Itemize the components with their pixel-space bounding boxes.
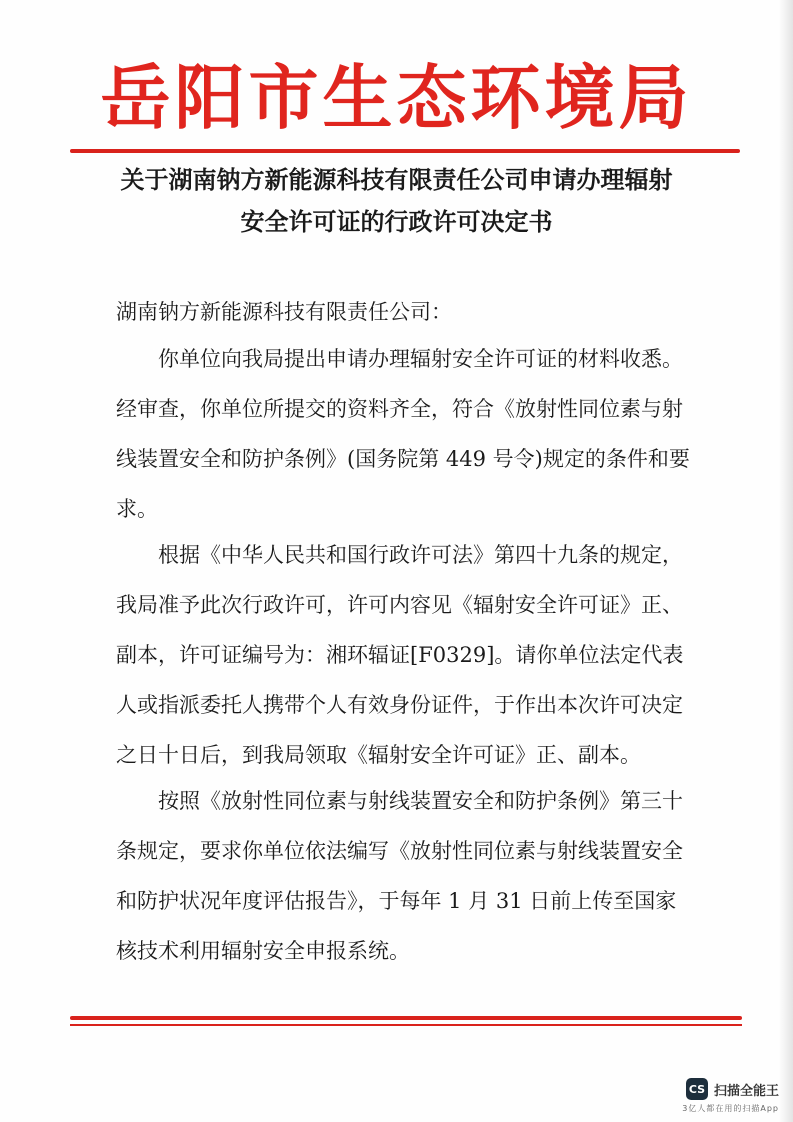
paragraph-line: 人或指派委托人携带个人有效身份证件，于作出本次许可决定	[116, 693, 683, 717]
watermark-app-name: 扫描全能王	[713, 1083, 779, 1099]
watermark-brand-row	[682, 1078, 779, 1100]
paragraph-3	[116, 776, 716, 976]
paragraph-line: 根据《中华人民共和国行政许可法》第四十九条的规定，	[116, 543, 683, 567]
document-title-line-2: 安全许可证的行政许可决定书	[240, 208, 553, 236]
paragraph-line: 经审查，你单位所提交的资料齐全，符合《放射性同位素与射	[116, 397, 683, 421]
footer-red-rule-thin	[70, 1024, 742, 1026]
paragraph-2	[116, 530, 716, 780]
paragraph-line: 副本，许可证编号为：湘环辐证[F0329]。请你单位法定代表	[116, 643, 684, 667]
agency-header: 岳阳市生态环境局	[100, 56, 693, 139]
paragraph-line: 和防护状况年度评估报告》，于每年 1 月 31 日前上传至国家	[116, 889, 677, 913]
paragraph-1	[116, 334, 716, 534]
watermark-tagline: 3亿人都在用的扫描App	[682, 1104, 779, 1113]
footer-red-rule-thick	[70, 1016, 742, 1020]
paragraph-line: 条规定，要求你单位依法编写《放射性同位素与射线装置安全	[116, 839, 683, 863]
paragraph-line: 之日十日后，到我局领取《辐射安全许可证》正、副本。	[116, 743, 641, 767]
salutation: 湖南钠方新能源科技有限责任公司：	[116, 300, 452, 324]
paragraph-line: 线装置安全和防护条例》(国务院第 449 号令)规定的条件和要	[116, 447, 690, 471]
paragraph-line: 你单位向我局提出申请办理辐射安全许可证的材料收悉。	[116, 347, 683, 371]
paragraph-line: 核技术利用辐射安全申报系统。	[116, 939, 410, 963]
paragraph-line: 求。	[116, 497, 158, 521]
document-title-line-1: 关于湖南钠方新能源科技有限责任公司申请办理辐射	[120, 166, 673, 194]
scanner-watermark	[682, 1078, 779, 1114]
paragraph-line: 按照《放射性同位素与射线装置安全和防护条例》第三十	[116, 789, 683, 813]
paragraph-line: 我局准予此次行政许可，许可内容见《辐射安全许可证》正、	[116, 593, 683, 617]
camscanner-logo-icon: CS	[686, 1078, 708, 1100]
header-red-rule	[70, 149, 740, 153]
